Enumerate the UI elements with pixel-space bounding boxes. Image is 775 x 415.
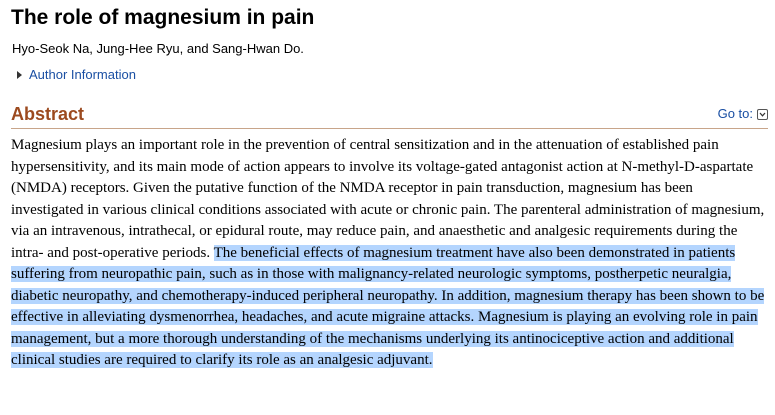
goto-menu-button[interactable] (718, 105, 768, 123)
author-information-toggle[interactable] (17, 66, 136, 84)
author-list[interactable]: Hyo-Seok Na, Jung-Hee Ryu, and Sang-Hwan Do. (12, 41, 304, 56)
abstract-section-header (11, 101, 768, 129)
goto-label: Go to: (717, 106, 753, 121)
chevron-down-icon (757, 109, 768, 120)
article-title: The role of magnesium in pain (11, 6, 315, 29)
triangle-right-icon (17, 71, 22, 79)
abstract-body (11, 135, 768, 372)
abstract-text-unselected: Magnesium plays an important role in the prevention of central sensitization and in the attenuation of established pain hypersensitivity, and its main mode of action appears to involve its voltage-gated antagonist action at N-methyl-D-aspartate (NMDA) receptors. Given the putative function of the NMDA receptor in pain transduction, magnesium has been investigated in various clinical conditions associated with acute or chronic pain. The parenteral administration of magnesium, via an intravenous, intrathecal, or epidural route, may reduce pain, and anaesthetic and analgesic requirements during the intra- and post-operative periods. (11, 137, 765, 261)
author-information-label: Author Information (29, 67, 136, 82)
abstract-text-selected: The beneficial effects of magnesium treatment have also been demonstrated in patients suffering from neuropathic pain, such as in those with malignancy-related neurologic symptoms, postherpetic neuralgia, diabetic neuropathy, and chemotherapy-induced peripheral neuropathy. In addition, magnesium therapy has been shown to be effective in alleviating dysmenorrhea, headaches, and acute migraine attacks. Magnesium is playing an evolving role in pain management, but a more thorough understanding of the mechanisms underlying its antinociceptive action and additional clinical studies are required to clarify its role as an analgesic adjuvant. (11, 244, 765, 368)
abstract-heading: Abstract (11, 104, 85, 124)
